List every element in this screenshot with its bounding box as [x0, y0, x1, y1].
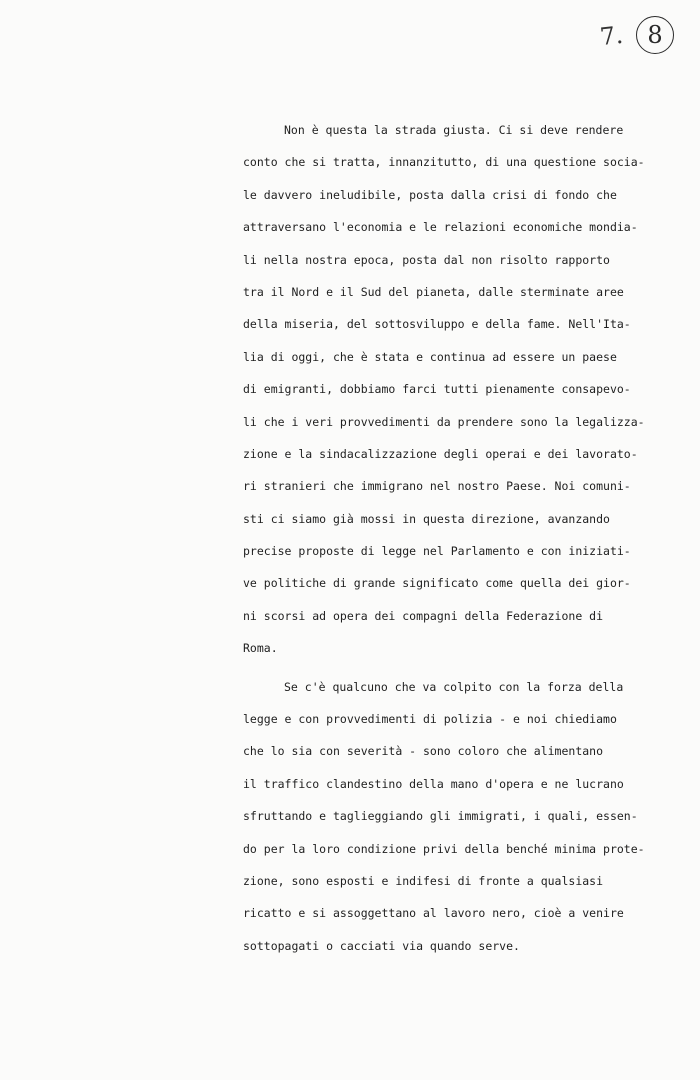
text-line: do per la loro condizione privi della benché minima prote-	[243, 841, 645, 856]
text-line: tra il Nord e il Sud del pianeta, dalle sterminate aree	[243, 284, 624, 299]
text-line: ri stranieri che immigrano nel nostro Paese. Noi comuni-	[243, 479, 631, 494]
text-line: ricatto e si assoggettano al lavoro nero, cioè a venire	[243, 906, 624, 921]
text-line: sottopagati o cacciati via quando serve.	[243, 938, 520, 953]
text-line: li che i veri provvedimenti da prendere sono la legalizza-	[243, 414, 645, 429]
text-line: zione, sono esposti e indifesi di fronte a qualsiasi	[243, 873, 604, 888]
text-line: legge e con provvedimenti di polizia - e noi chiediamo	[243, 712, 617, 727]
text-line: attraversano l'economia e le relazioni economiche mondia-	[243, 220, 638, 235]
text-line: conto che si tratta, innanzitutto, di una questione socia-	[243, 155, 645, 170]
text-line: sti ci siamo già mossi in questa direzione, avanzando	[243, 511, 610, 526]
text-line: di emigranti, dobbiamo farci tutti pienamente consapevo-	[243, 382, 631, 397]
text-line: il traffico clandestino della mano d'opera e ne lucrano	[243, 776, 624, 791]
text-line: precise proposte di legge nel Parlamento e con iniziati-	[243, 544, 631, 559]
text-line: li nella nostra epoca, posta dal non risolto rapporto	[243, 252, 610, 267]
text-line: lia di oggi, che è stata e continua ad essere un paese	[243, 349, 617, 364]
text-line: le davvero ineludibile, posta dalla crisi di fondo che	[243, 187, 617, 202]
text-line: Se c'è qualcuno che va colpito con la forza della	[284, 679, 624, 694]
document-body	[243, 114, 663, 962]
circled-page-number: 8	[636, 16, 674, 54]
handwritten-page-number: 7.	[598, 20, 625, 52]
page-number-marks	[600, 16, 680, 76]
text-line: Non è questa la strada giusta. Ci si deve rendere	[284, 123, 624, 137]
text-line: Roma.	[243, 641, 278, 656]
text-line: ni scorsi ad opera dei compagni della Federazione di	[243, 608, 604, 623]
text-line: che lo sia con severità - sono coloro che alimentano	[243, 744, 604, 759]
paragraph-1	[243, 114, 663, 665]
text-line: ve politiche di grande significato come quella dei gior-	[243, 576, 631, 591]
paragraph-2	[243, 671, 663, 963]
text-line: zione e la sindacalizzazione degli operai e dei lavorato-	[243, 446, 638, 461]
text-line: della miseria, del sottosviluppo e della fame. Nell'Ita-	[243, 317, 631, 332]
text-line: sfruttando e taglieggiando gli immigrati, i quali, essen-	[243, 809, 638, 824]
